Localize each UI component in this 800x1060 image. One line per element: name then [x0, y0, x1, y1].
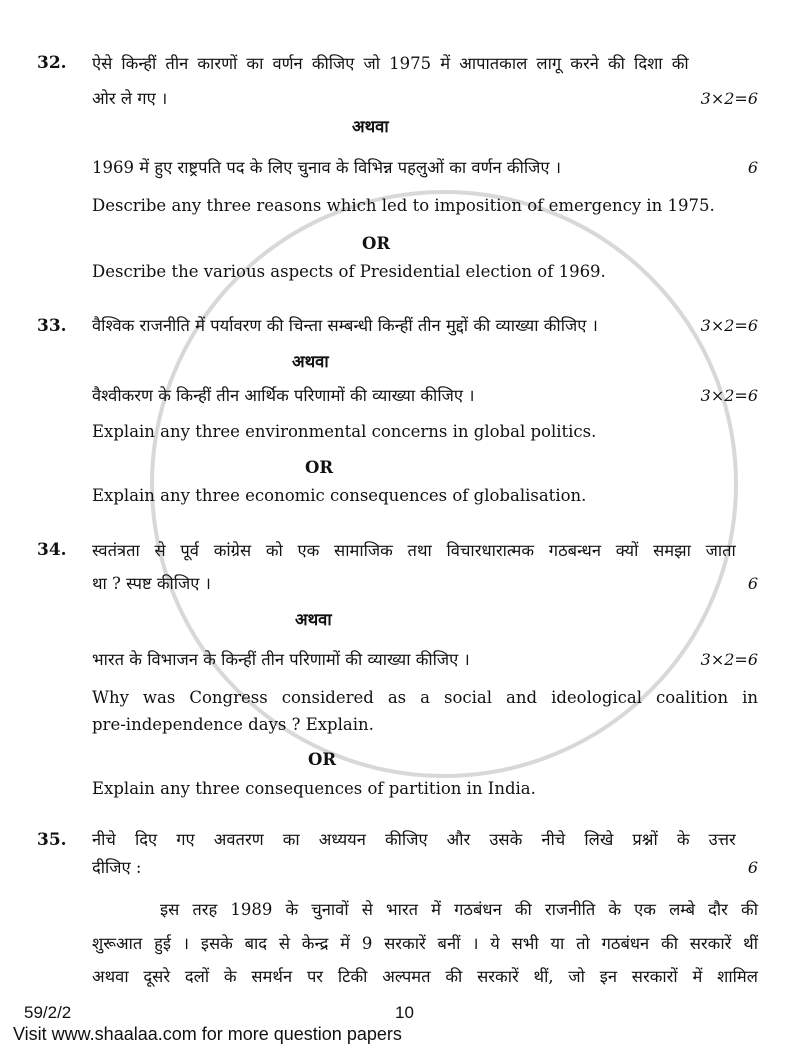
visit-link[interactable]: Visit www.shaalaa.com for more question papers	[13, 1023, 402, 1044]
alt-question-english: Describe the various aspects of Presidential election of 1969.	[92, 262, 606, 281]
marks: 3×2=6	[700, 386, 758, 405]
passage-line: शुरूआत हुई । इसके बाद से केन्द्र में 9 सरकारें बनीं । ये सभी या तो गठबंधन की सरकारें थीं	[92, 933, 758, 953]
or-hindi: अथवा	[295, 610, 332, 629]
question-number: 32.	[37, 53, 67, 73]
alt-question-english: Explain any three consequences of partition in India.	[92, 779, 536, 798]
question-32	[37, 46, 758, 116]
question-text-hindi: ऐसे किन्हीं तीन कारणों का वर्णन कीजिए जो 1975 में आपातकाल लागू करने की दिशा की	[92, 54, 689, 73]
or-hindi: अथवा	[352, 117, 389, 136]
question-35	[37, 826, 758, 882]
marks: 3×2=6	[700, 316, 758, 335]
question-text-english: Describe any three reasons which led to imposition of emergency in 1975.	[92, 196, 715, 215]
footer	[24, 1004, 800, 1022]
question-text-english: Explain any three environmental concerns in global politics.	[92, 422, 597, 441]
alt-question-hindi: वैश्वीकरण के किन्हीं तीन आर्थिक परिणामों की व्याख्या कीजिए ।	[92, 386, 475, 405]
question-number: 35.	[37, 830, 67, 850]
question-32-alt-english	[37, 259, 758, 285]
or-hindi: अथवा	[292, 352, 329, 371]
alt-question-hindi: भारत के विभाजन के किन्हीं तीन परिणामों की व्याख्या कीजिए ।	[92, 650, 470, 669]
question-33-alt-hindi	[37, 381, 758, 411]
question-text-hindi: वैश्विक राजनीति में पर्यावरण की चिन्ता सम्बन्धी किन्हीं तीन मुद्दों की व्याख्या कीजिए ।	[92, 316, 598, 335]
question-text-hindi: नीचे दिए गए अवतरण का अध्ययन कीजिए और उसके नीचे लिखे प्रश्नों के उत्तर	[92, 830, 736, 849]
question-32-english	[37, 193, 758, 219]
or-english: OR	[305, 458, 334, 477]
question-text-hindi: ओर ले गए ।	[92, 89, 168, 108]
question-text-english: pre-independence days ? Explain.	[92, 715, 374, 734]
question-number: 34.	[37, 540, 67, 560]
question-text-hindi: दीजिए :	[92, 858, 142, 877]
marks: 3×2=6	[700, 89, 758, 108]
page-number: 10	[395, 1002, 414, 1022]
alt-question-hindi: 1969 में हुए राष्ट्रपति पद के लिए चुनाव के विभिन्न पहलुओं का वर्णन कीजिए ।	[92, 158, 561, 177]
or-english: OR	[362, 234, 391, 253]
question-text-hindi: था ? स्पष्ट कीजिए ।	[92, 574, 211, 593]
question-34	[37, 534, 758, 600]
question-text-hindi: स्वतंत्रता से पूर्व कांग्रेस को एक सामाजिक तथा विचारधारात्मक गठबन्धन क्यों समझा जाता	[92, 541, 736, 560]
passage-line: इस तरह 1989 के चुनावों से भारत में गठबंधन की राजनीति के एक लम्बे दौर की	[160, 900, 758, 919]
marks: 6	[747, 858, 758, 877]
question-text-english: Why was Congress considered as a social and ideological coalition in	[92, 688, 758, 707]
passage-line: अथवा दूसरे दलों के समर्थन पर टिकी अल्पमत की सरकारें थीं, जो इन सरकारों में शामिल	[92, 967, 758, 986]
passage	[37, 893, 758, 994]
question-number: 33.	[37, 316, 67, 336]
alt-question-english: Explain any three economic consequences of globalisation.	[92, 486, 587, 505]
question-33-alt-english	[37, 483, 758, 509]
marks: 3×2=6	[700, 650, 758, 669]
question-33-english	[37, 419, 758, 445]
or-english: OR	[308, 750, 337, 769]
question-34-english	[37, 684, 758, 738]
marks: 6	[747, 158, 758, 177]
paper-code: 59/2/2	[24, 1002, 72, 1022]
question-34-alt-hindi	[37, 645, 758, 675]
question-33	[37, 311, 758, 341]
question-34-alt-english	[37, 776, 758, 802]
question-32-alt-hindi	[37, 153, 758, 183]
marks: 6	[747, 574, 758, 593]
